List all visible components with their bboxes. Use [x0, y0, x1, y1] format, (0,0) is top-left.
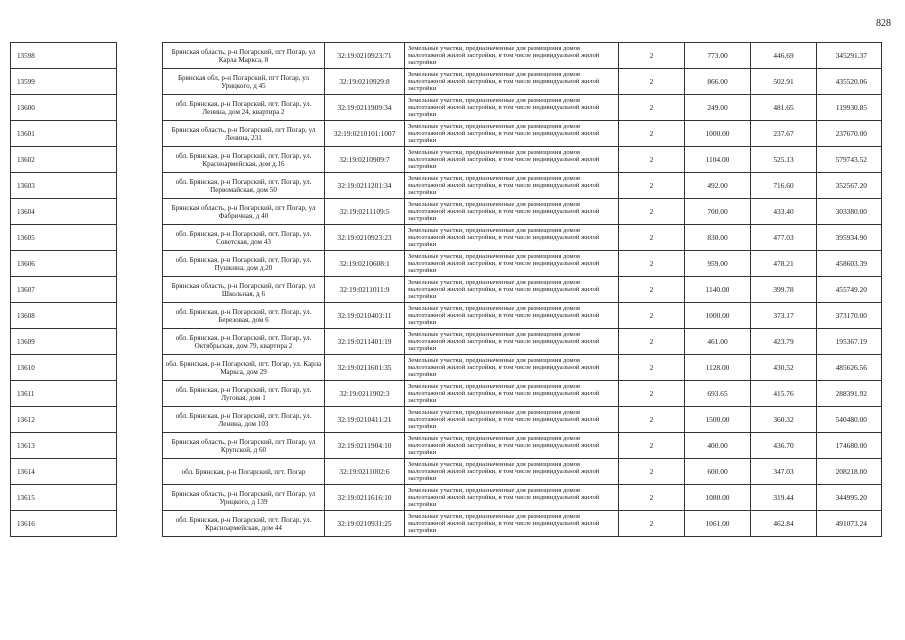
- area-cell: 1500.00: [685, 407, 751, 433]
- land-use-cell: Земельные участки, предназначенные для размещения домов малоэтажной жилой застройки, в том числе индивидуальной жилой застройки: [405, 303, 619, 329]
- specific-value-cell: 716.60: [751, 173, 817, 199]
- land-use-cell: Земельные участки, предназначенные для размещения домов малоэтажной жилой застройки, в том числе индивидуальной жилой застройки: [405, 381, 619, 407]
- area-cell: 1061.00: [685, 511, 751, 537]
- cadastral-number-cell: 32:19:0211616:10: [325, 485, 405, 511]
- spacer-cell: [117, 381, 163, 407]
- row-number-cell: 13612: [11, 407, 117, 433]
- land-use-cell: Земельные участки, предназначенные для размещения домов малоэтажной жилой застройки, в том числе индивидуальной жилой застройки: [405, 277, 619, 303]
- specific-value-cell: 433.40: [751, 199, 817, 225]
- address-cell: обл. Брянская, р-н Погарский, пгт. Погар: [163, 459, 325, 485]
- spacer-cell: [117, 173, 163, 199]
- address-cell: Брянская область, р-н Погарский, пгт Погар, ул Карла Маркса, 8: [163, 43, 325, 69]
- group-cell: 2: [619, 43, 685, 69]
- address-cell: Брянская область, р-н Погарский, пгт Погар, ул Урицкого, д 139: [163, 485, 325, 511]
- row-number-cell: 13606: [11, 251, 117, 277]
- cadastral-number-cell: 32:19:0211401:19: [325, 329, 405, 355]
- table-row: [11, 459, 882, 485]
- specific-value-cell: 525.13: [751, 147, 817, 173]
- specific-value-cell: 415.76: [751, 381, 817, 407]
- row-number-cell: 13599: [11, 69, 117, 95]
- address-cell: обл. Брянская, р-н Погарский, пгт. Погар, ул. Первомайская, дом 50: [163, 173, 325, 199]
- spacer-cell: [117, 485, 163, 511]
- area-cell: 1080.00: [685, 485, 751, 511]
- cadastral-number-cell: 32:19:0210909:7: [325, 147, 405, 173]
- area-cell: 1104.00: [685, 147, 751, 173]
- table-row: [11, 95, 882, 121]
- spacer-cell: [117, 303, 163, 329]
- address-cell: обл. Брянская, р-н Погарский, пгт. Погар, ул. Октябрьская, дом 79, квартира 2: [163, 329, 325, 355]
- specific-value-cell: 237.67: [751, 121, 817, 147]
- specific-value-cell: 319.44: [751, 485, 817, 511]
- table-row: [11, 303, 882, 329]
- address-cell: обл. Брянская, р-н Погарский, пгт. Погар, ул. Пушкина, дом д.20: [163, 251, 325, 277]
- cadastral-cost-cell: 540480.00: [817, 407, 882, 433]
- cadastral-number-cell: 32:19:0211902:3: [325, 381, 405, 407]
- group-cell: 2: [619, 433, 685, 459]
- cadastral-cost-cell: 119930.85: [817, 95, 882, 121]
- group-cell: 2: [619, 511, 685, 537]
- spacer-cell: [117, 511, 163, 537]
- cadastral-number-cell: 32:19:0210929:8: [325, 69, 405, 95]
- row-number-cell: 13598: [11, 43, 117, 69]
- cadastral-cost-cell: 174680.00: [817, 433, 882, 459]
- table-row: [11, 121, 882, 147]
- group-cell: 2: [619, 381, 685, 407]
- table-row: [11, 69, 882, 95]
- group-cell: 2: [619, 355, 685, 381]
- group-cell: 2: [619, 329, 685, 355]
- row-number-cell: 13600: [11, 95, 117, 121]
- row-number-cell: 13605: [11, 225, 117, 251]
- cadastral-number-cell: 32:19:0210923:71: [325, 43, 405, 69]
- cadastral-cost-cell: 373170.00: [817, 303, 882, 329]
- address-cell: обл. Брянская, р-н Погарский, пгт. Погар, ул. Березовая, дом 6: [163, 303, 325, 329]
- spacer-cell: [117, 407, 163, 433]
- row-number-cell: 13610: [11, 355, 117, 381]
- land-use-cell: Земельные участки, предназначенные для размещения домов малоэтажной жилой застройки, в том числе индивидуальной жилой застройки: [405, 95, 619, 121]
- address-cell: обл. Брянская, р-н Погарский, пгт. Погар, ул. Красноармейская, дом 44: [163, 511, 325, 537]
- specific-value-cell: 347.03: [751, 459, 817, 485]
- address-cell: Брянская область, р-н Погарский, пгт Погар, ул Фабричная, д 40: [163, 199, 325, 225]
- group-cell: 2: [619, 407, 685, 433]
- area-cell: 400.00: [685, 433, 751, 459]
- cadastral-number-cell: 32:19:0210411:21: [325, 407, 405, 433]
- cadastral-number-cell: 32:19:0211904:10: [325, 433, 405, 459]
- specific-value-cell: 360.32: [751, 407, 817, 433]
- row-number-cell: 13613: [11, 433, 117, 459]
- area-cell: 600.00: [685, 459, 751, 485]
- land-use-cell: Земельные участки, предназначенные для размещения домов малоэтажной жилой застройки, в том числе индивидуальной жилой застройки: [405, 43, 619, 69]
- cadastral-number-cell: 32:19:0210403:11: [325, 303, 405, 329]
- table-row: [11, 433, 882, 459]
- group-cell: 2: [619, 199, 685, 225]
- cadastral-number-cell: 32:19:0211601:35: [325, 355, 405, 381]
- land-use-cell: Земельные участки, предназначенные для размещения домов малоэтажной жилой застройки, в том числе индивидуальной жилой застройки: [405, 511, 619, 537]
- row-number-cell: 13607: [11, 277, 117, 303]
- table-row: [11, 199, 882, 225]
- address-cell: Брянская область, р-н Погарский, пгт Погар, ул Крупской, д 60: [163, 433, 325, 459]
- spacer-cell: [117, 121, 163, 147]
- table-row: [11, 251, 882, 277]
- cadastral-cost-cell: 485626.56: [817, 355, 882, 381]
- land-use-cell: Земельные участки, предназначенные для размещения домов малоэтажной жилой застройки, в том числе индивидуальной жилой застройки: [405, 199, 619, 225]
- spacer-cell: [117, 199, 163, 225]
- row-number-cell: 13602: [11, 147, 117, 173]
- specific-value-cell: 430.52: [751, 355, 817, 381]
- table-row: [11, 485, 882, 511]
- row-number-cell: 13601: [11, 121, 117, 147]
- land-use-cell: Земельные участки, предназначенные для размещения домов малоэтажной жилой застройки, в том числе индивидуальной жилой застройки: [405, 251, 619, 277]
- spacer-cell: [117, 251, 163, 277]
- spacer-cell: [117, 43, 163, 69]
- spacer-cell: [117, 355, 163, 381]
- cadastral-cost-cell: 288391.92: [817, 381, 882, 407]
- row-number-cell: 13608: [11, 303, 117, 329]
- group-cell: 2: [619, 95, 685, 121]
- land-cadastral-table: [10, 42, 882, 537]
- cadastral-number-cell: 32:19:0211002:6: [325, 459, 405, 485]
- group-cell: 2: [619, 69, 685, 95]
- area-cell: 461.00: [685, 329, 751, 355]
- table-row: [11, 407, 882, 433]
- address-cell: обл. Брянская, р-н Погарский, пгт. Погар, ул. Советская, дом 43: [163, 225, 325, 251]
- cadastral-cost-cell: 579743.52: [817, 147, 882, 173]
- row-number-cell: 13604: [11, 199, 117, 225]
- table-row: [11, 511, 882, 537]
- land-use-cell: Земельные участки, предназначенные для размещения домов малоэтажной жилой застройки, в том числе индивидуальной жилой застройки: [405, 147, 619, 173]
- address-cell: обл. Брянская, р-н Погарский, пгт. Погар, ул. Ленина, дом 24, квартира 2: [163, 95, 325, 121]
- land-use-cell: Земельные участки, предназначенные для размещения домов малоэтажной жилой застройки, в том числе индивидуальной жилой застройки: [405, 121, 619, 147]
- specific-value-cell: 423.79: [751, 329, 817, 355]
- cadastral-number-cell: 32:19:0211909:34: [325, 95, 405, 121]
- area-cell: 249.00: [685, 95, 751, 121]
- cadastral-number-cell: 32:19:0211109:5: [325, 199, 405, 225]
- cadastral-number-cell: 32:19:0211011:9: [325, 277, 405, 303]
- address-cell: обл. Брянская, р-н Погарский, пгт. Погар, ул. Карла Маркса, дом 29: [163, 355, 325, 381]
- group-cell: 2: [619, 459, 685, 485]
- specific-value-cell: 446.69: [751, 43, 817, 69]
- land-use-cell: Земельные участки, предназначенные для размещения домов малоэтажной жилой застройки, в том числе индивидуальной жилой застройки: [405, 355, 619, 381]
- specific-value-cell: 478.21: [751, 251, 817, 277]
- group-cell: 2: [619, 251, 685, 277]
- row-number-cell: 13616: [11, 511, 117, 537]
- address-cell: Брянская область, р-н Погарский, пгт Погар, ул Ленина, 231: [163, 121, 325, 147]
- cadastral-cost-cell: 491073.24: [817, 511, 882, 537]
- group-cell: 2: [619, 485, 685, 511]
- specific-value-cell: 477.03: [751, 225, 817, 251]
- cadastral-cost-cell: 458603.39: [817, 251, 882, 277]
- page-number: 828: [876, 18, 891, 29]
- row-number-cell: 13611: [11, 381, 117, 407]
- cadastral-cost-cell: 395934.90: [817, 225, 882, 251]
- specific-value-cell: 462.84: [751, 511, 817, 537]
- group-cell: 2: [619, 173, 685, 199]
- spacer-cell: [117, 459, 163, 485]
- cadastral-cost-cell: 455749.20: [817, 277, 882, 303]
- table-row: [11, 225, 882, 251]
- spacer-cell: [117, 433, 163, 459]
- land-use-cell: Земельные участки, предназначенные для размещения домов малоэтажной жилой застройки, в том числе индивидуальной жилой застройки: [405, 225, 619, 251]
- table-row: [11, 43, 882, 69]
- area-cell: 773.00: [685, 43, 751, 69]
- cadastral-cost-cell: 345291.37: [817, 43, 882, 69]
- specific-value-cell: 373.17: [751, 303, 817, 329]
- area-cell: 1000.00: [685, 121, 751, 147]
- area-cell: 830.00: [685, 225, 751, 251]
- cadastral-cost-cell: 195367.19: [817, 329, 882, 355]
- cadastral-cost-cell: 303380.00: [817, 199, 882, 225]
- area-cell: 492.00: [685, 173, 751, 199]
- area-cell: 700.00: [685, 199, 751, 225]
- address-cell: обл. Брянская, р-н Погарский, пгт. Погар, ул. Луговая, дом 1: [163, 381, 325, 407]
- area-cell: 1000.00: [685, 303, 751, 329]
- spacer-cell: [117, 329, 163, 355]
- cadastral-cost-cell: 237670.00: [817, 121, 882, 147]
- land-use-cell: Земельные участки, предназначенные для размещения домов малоэтажной жилой застройки, в том числе индивидуальной жилой застройки: [405, 329, 619, 355]
- table-row: [11, 381, 882, 407]
- land-use-cell: Земельные участки, предназначенные для размещения домов малоэтажной жилой застройки, в том числе индивидуальной жилой застройки: [405, 407, 619, 433]
- cadastral-number-cell: 32:19:0210931:25: [325, 511, 405, 537]
- cadastral-number-cell: 32:19:0210608:1: [325, 251, 405, 277]
- spacer-cell: [117, 225, 163, 251]
- group-cell: 2: [619, 147, 685, 173]
- cadastral-number-cell: 32:19:0210923:23: [325, 225, 405, 251]
- land-use-cell: Земельные участки, предназначенные для размещения домов малоэтажной жилой застройки, в том числе индивидуальной жилой застройки: [405, 433, 619, 459]
- table-row: [11, 355, 882, 381]
- specific-value-cell: 502.91: [751, 69, 817, 95]
- area-cell: 693.65: [685, 381, 751, 407]
- land-use-cell: Земельные участки, предназначенные для размещения домов малоэтажной жилой застройки, в том числе индивидуальной жилой застройки: [405, 173, 619, 199]
- cadastral-number-cell: 32:19:0210101:1007: [325, 121, 405, 147]
- address-cell: Брянская область, р-н Погарский, пгт Погар, ул Школьная, д 6: [163, 277, 325, 303]
- group-cell: 2: [619, 225, 685, 251]
- group-cell: 2: [619, 277, 685, 303]
- cadastral-number-cell: 32:19:0211201:34: [325, 173, 405, 199]
- row-number-cell: 13614: [11, 459, 117, 485]
- specific-value-cell: 481.65: [751, 95, 817, 121]
- address-cell: обл. Брянская, р-н Погарский, пгт. Погар, ул. Красноармейская, дом д.16: [163, 147, 325, 173]
- spacer-cell: [117, 147, 163, 173]
- spacer-cell: [117, 69, 163, 95]
- area-cell: 866.00: [685, 69, 751, 95]
- cadastral-cost-cell: 344995.20: [817, 485, 882, 511]
- row-number-cell: 13615: [11, 485, 117, 511]
- area-cell: 1140.00: [685, 277, 751, 303]
- table-row: [11, 147, 882, 173]
- area-cell: 1128.00: [685, 355, 751, 381]
- spacer-cell: [117, 95, 163, 121]
- table-row: [11, 329, 882, 355]
- table-body: [11, 43, 882, 537]
- group-cell: 2: [619, 121, 685, 147]
- row-number-cell: 13609: [11, 329, 117, 355]
- spacer-cell: [117, 277, 163, 303]
- address-cell: Брянская обл, р-н Погарский, пгт Погар, ул Урицкого, д 45: [163, 69, 325, 95]
- group-cell: 2: [619, 303, 685, 329]
- specific-value-cell: 399.78: [751, 277, 817, 303]
- cadastral-cost-cell: 208218.00: [817, 459, 882, 485]
- land-use-cell: Земельные участки, предназначенные для размещения домов малоэтажной жилой застройки, в том числе индивидуальной жилой застройки: [405, 485, 619, 511]
- specific-value-cell: 436.70: [751, 433, 817, 459]
- row-number-cell: 13603: [11, 173, 117, 199]
- table-row: [11, 277, 882, 303]
- land-use-cell: Земельные участки, предназначенные для размещения домов малоэтажной жилой застройки, в том числе индивидуальной жилой застройки: [405, 69, 619, 95]
- address-cell: обл. Брянская, р-н Погарский, пгт. Погар, ул. Ленина, дом 103: [163, 407, 325, 433]
- table-row: [11, 173, 882, 199]
- cadastral-cost-cell: 352567.20: [817, 173, 882, 199]
- land-use-cell: Земельные участки, предназначенные для размещения домов малоэтажной жилой застройки, в том числе индивидуальной жилой застройки: [405, 459, 619, 485]
- area-cell: 959.00: [685, 251, 751, 277]
- cadastral-cost-cell: 435520.06: [817, 69, 882, 95]
